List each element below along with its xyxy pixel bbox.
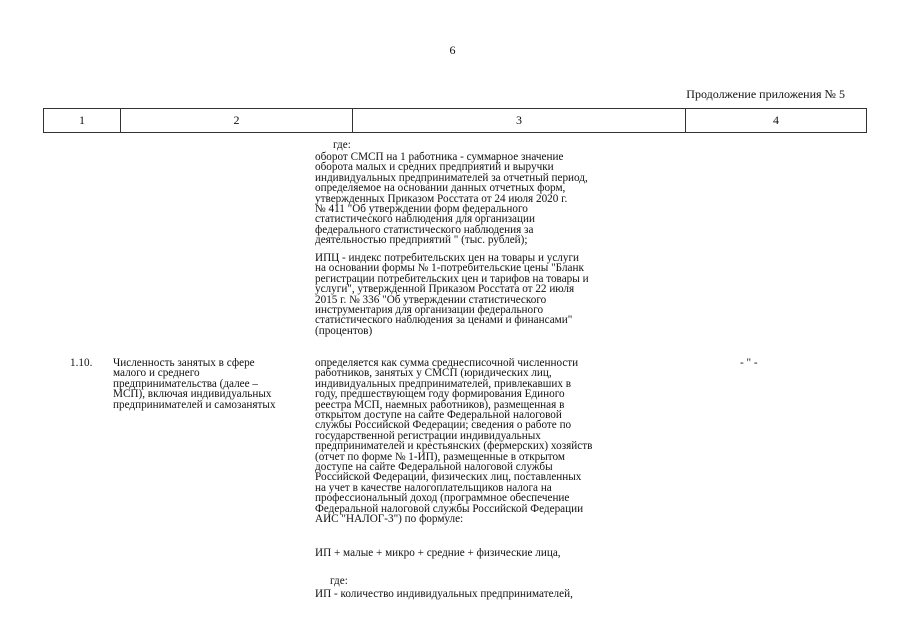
column-header-2: 2 [121,109,353,133]
continuation-label: Продолжение приложения № 5 [686,87,845,101]
turnover-definition: оборот СМСП на 1 работника - суммарное значение оборота малых и средних предприятий и выручки индивидуальных предпринимателей за отчетный период, определяемое на основании данных отчетных форм, утвержденных Приказом Росстата от 24 июля 2020 г. № 411 "Об утверждении форм федерального статистического наблюдения для организации федерального статистического наблюдения за деятельностью предприятий " (тыс. рублей); [315,151,588,247]
ip-definition: ИП - количество индивидуальных предпринимателей, [315,588,573,600]
column-header-1: 1 [44,109,121,133]
page-number: 6 [449,43,456,57]
indicator-name: Численность занятых в сфере малого и среднего предпринимательства (далее – МСП), включая индивидуальных предпринимателей и самозанятых [113,357,276,411]
data-source: - " - [740,357,758,369]
cpi-definition: ИПЦ - индекс потребительских цен на товары и услуги на основании формы № 1-потребительские цены "Бланк регистрации потребительских цен и тарифов на товары и услуги", утвержденной Приказом Росстата от 22 июля 2015 г. № 336 "Об утверждении статистического инструментария для организации федерального статистического наблюдения за ценами и финансами" (процентов) [315,252,589,337]
formula: ИП + малые + микро + средние + физические лица, [315,547,561,559]
where-label: где: [333,139,351,151]
column-header-3: 3 [353,109,686,133]
row-number: 1.10. [70,357,93,369]
column-header-row [44,109,867,133]
column-header-table [43,108,867,133]
calculation-method: определяется как сумма среднесписочной численности работников, занятых у СМСП (юридических лиц, индивидуальных предпринимателей, привлекавших в году, предшествующем году формирования Единого реестра МСП, наемных работников), размещенная в открытом доступе на сайте Федеральной налоговой службы Российской Федерации; сведения о работе по государственной регистрации индивидуальных предпринимателей и крестьянских (фермерских) хозяйств (отчет по форме № 1-ИП), размещенные в открытом доступе на сайте Федеральной налоговой службы Российской Федерации, физических лиц, поставленных на учет в качестве налогоплательщиков налога на профессиональный доход (программное обеспечение Федеральной налоговой службы Российской Федерации АИС "НАЛОГ-3") по формуле: [315,357,593,526]
formula-where-label: где: [330,575,348,587]
column-header-4: 4 [686,109,867,133]
